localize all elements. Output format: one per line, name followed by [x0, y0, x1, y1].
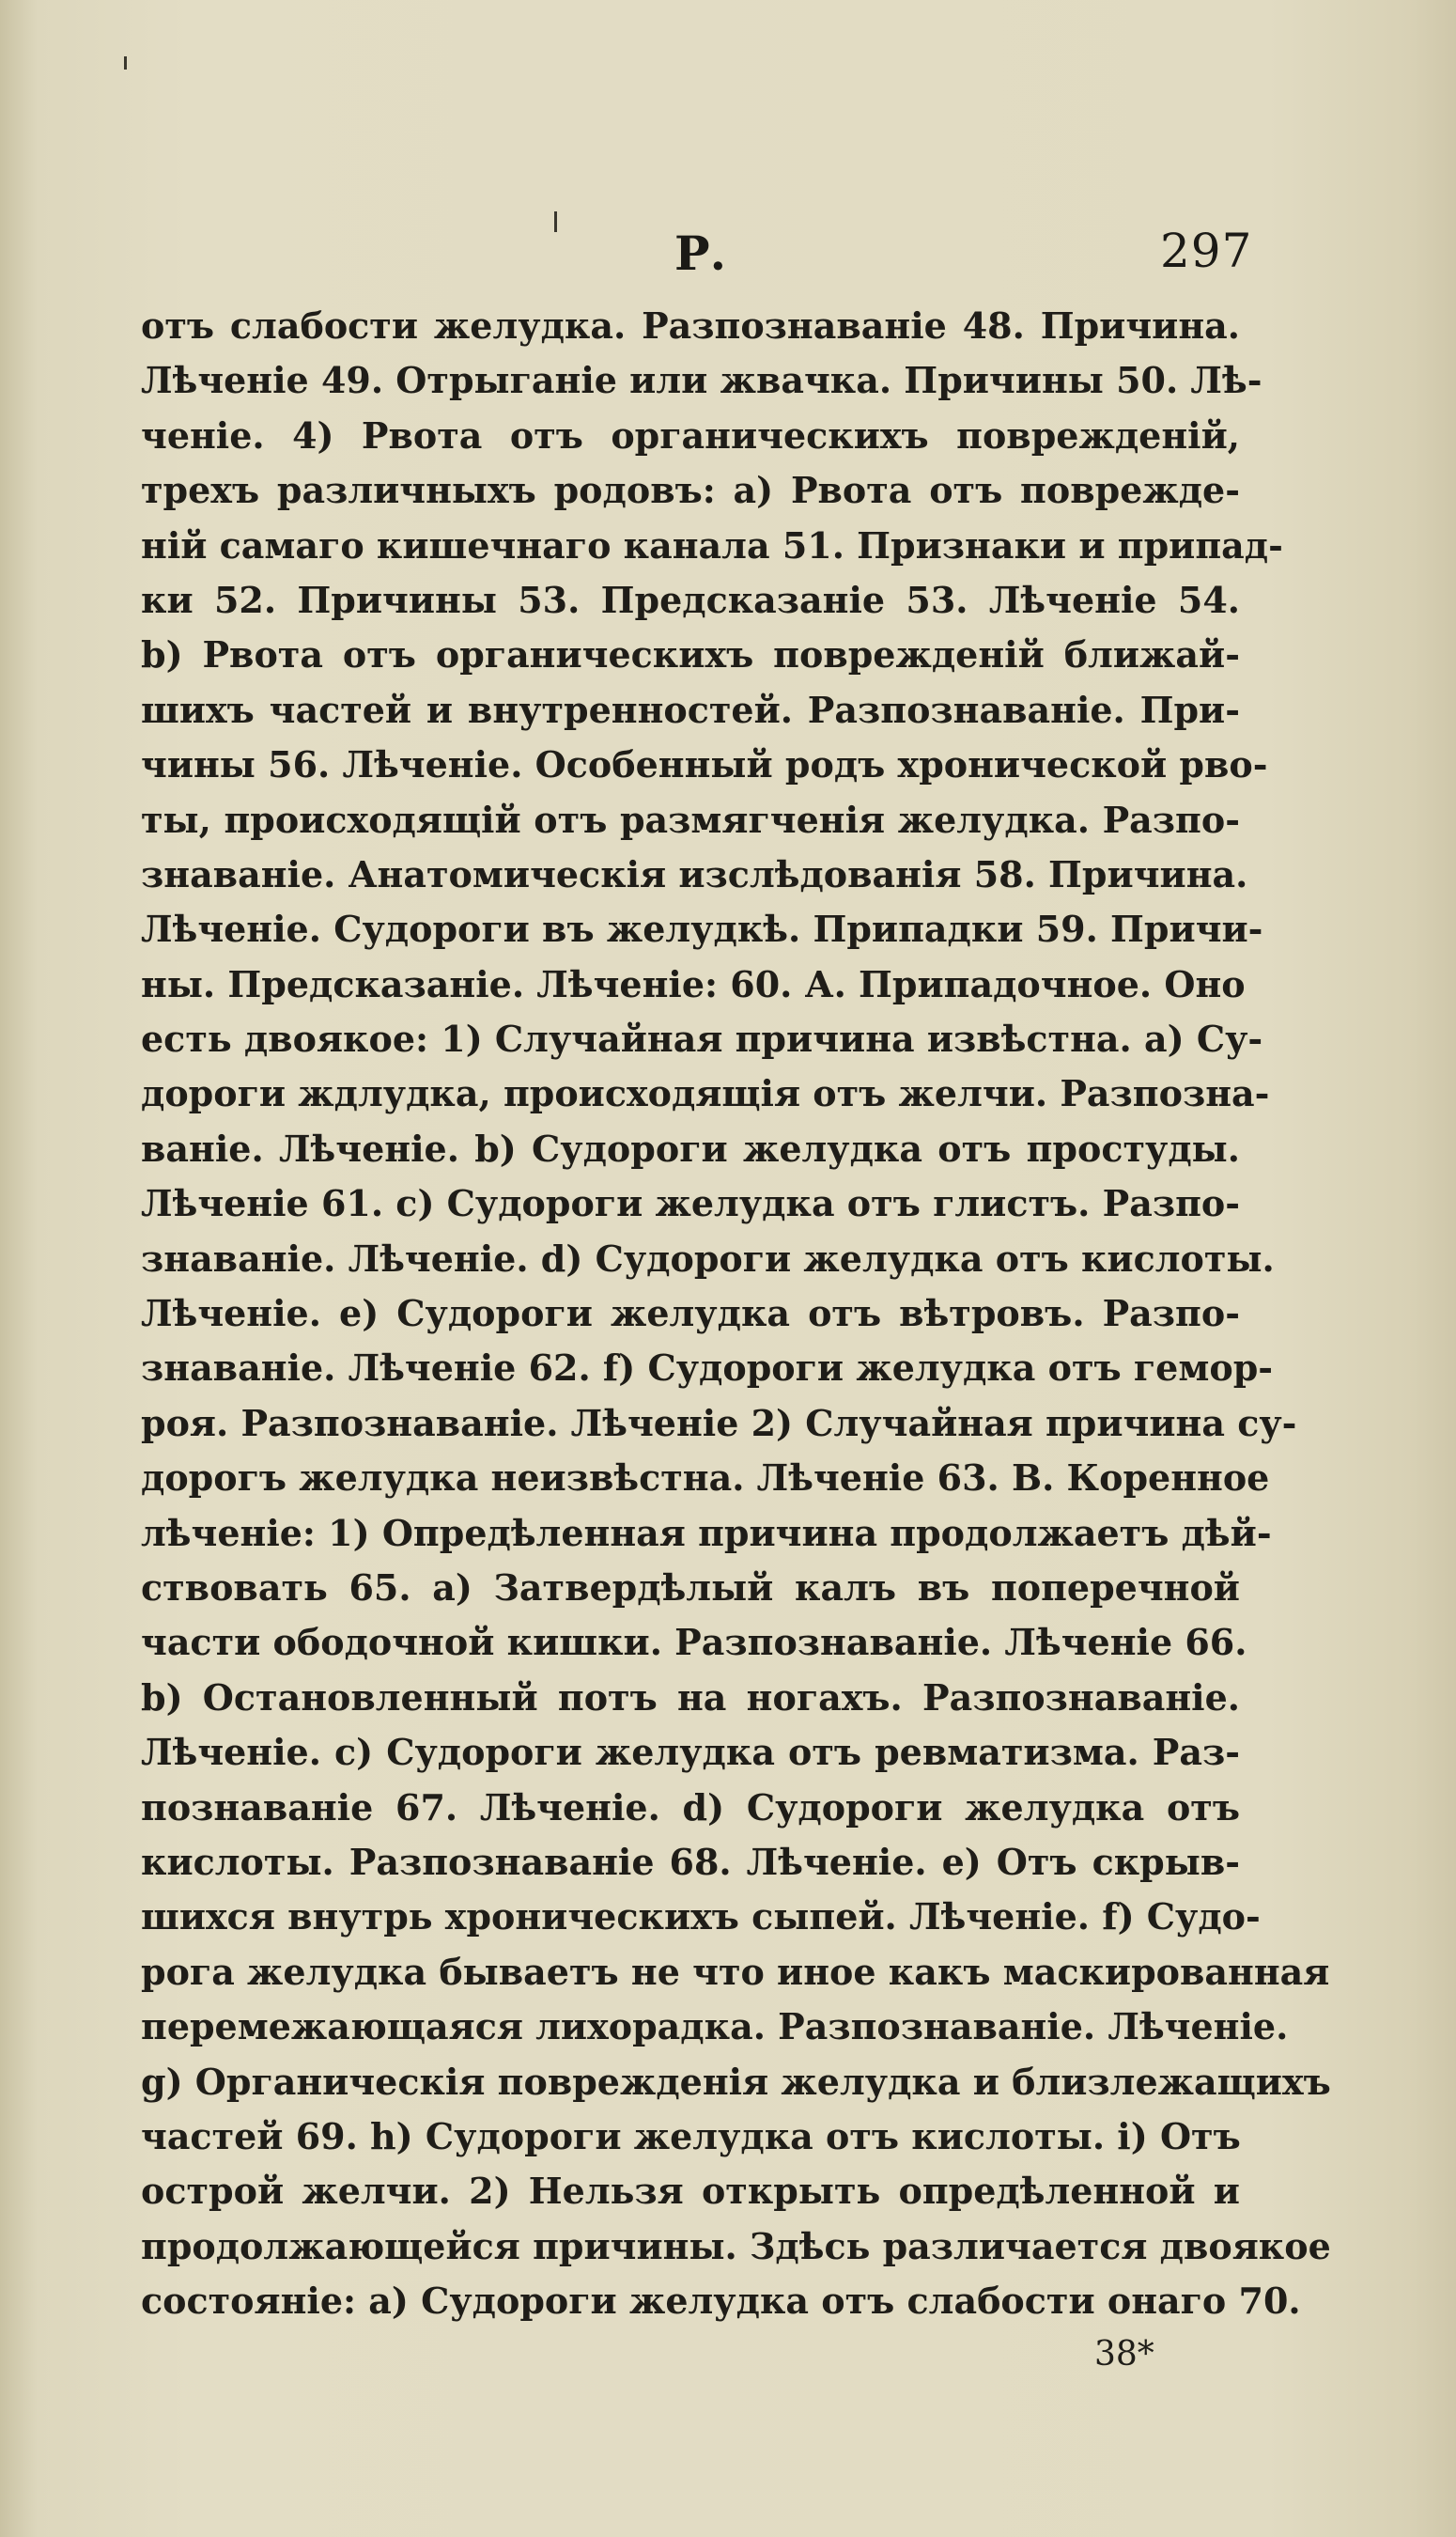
- text-line: ній самаго кишечнаго канала 51. Признаки и припад-: [141, 523, 1283, 567]
- text-line: b) Рвота отъ органическихъ поврежденій ближай-: [141, 633, 1240, 677]
- text-line: ваніе. Лѣченіе. b) Судороги желудка отъ простуды.: [141, 1127, 1240, 1170]
- text-line: ки 52. Причины 53. Предсказаніе 53. Лѣченіе 54.: [141, 578, 1240, 621]
- text-line: Лѣченіе. Судороги въ желудкѣ. Припадки 59. Причи-: [141, 908, 1263, 951]
- text-line: Лѣченіе. е) Судороги желудка отъ вѣтровъ. Разпо-: [141, 1292, 1240, 1335]
- text-line: трехъ различныхъ родовъ: а) Рвота отъ поврежде-: [141, 469, 1240, 512]
- text-line: ченіе. 4) Рвота отъ органическихъ поврежденій,: [141, 413, 1240, 457]
- text-line: кислоты. Разпознаваніе 68. Лѣченіе. е) Отъ скрыв-: [141, 1840, 1240, 1883]
- running-head-letter: Р.: [674, 226, 727, 281]
- text-line: отъ слабости желудка. Разпознаваніе 48. Причина.: [141, 304, 1240, 347]
- text-line: чины 56. Лѣченіе. Особенный родъ хронической рво-: [141, 743, 1268, 786]
- text-line: знаваніе. Лѣченіе 62. f) Судороги желудка отъ гемор-: [141, 1346, 1274, 1390]
- text-line: дорогъ желудка неизвѣстна. Лѣченіе 63. В. Коренное: [141, 1456, 1270, 1500]
- margin-mark: [124, 56, 127, 70]
- text-line: Лѣченіе 49. Отрыганіе или жвачка. Причины 50. Лѣ-: [141, 359, 1262, 402]
- text-line: познаваніе 67. Лѣченіе. d) Судороги желудка отъ: [141, 1785, 1240, 1829]
- signature-mark: 38*: [1094, 2335, 1154, 2374]
- text-line: продолжающейся причины. Здѣсь различается двоякое: [141, 2224, 1331, 2267]
- text-line: лѣченіе: 1) Опредѣленная причина продолжаетъ дѣй-: [141, 1511, 1272, 1554]
- text-line: Лѣченіе. с) Судороги желудка отъ ревматизма. Раз-: [141, 1731, 1240, 1774]
- text-line: части ободочной кишки. Разпознаваніе. Лѣченіе 66.: [141, 1621, 1247, 1664]
- text-line: ны. Предсказаніе. Лѣченіе: 60. А. Припадочное. Оно: [141, 962, 1246, 1005]
- text-line: состояніе: а) Судороги желудка отъ слабости онаго 70.: [141, 2280, 1301, 2323]
- text-line: шихъ частей и внутренностей. Разпознаваніе. При-: [141, 688, 1240, 731]
- text-line: знаваніе. Анатомическія изслѣдованія 58. Причина.: [141, 852, 1248, 895]
- text-line: b) Остановленный потъ на ногахъ. Разпознаваніе.: [141, 1675, 1240, 1719]
- index-text-block: [141, 299, 1331, 2328]
- text-line: перемежающаяся лихорадка. Разпознаваніе. Лѣченіе.: [141, 2005, 1289, 2048]
- text-line: есть двоякое: 1) Случайная причина извѣстна. а) Су-: [141, 1018, 1263, 1061]
- text-line: дороги ждлудка, происходящія отъ желчи. Разпозна-: [141, 1072, 1270, 1115]
- text-line: g) Органическія поврежденія желудка и близлежащихъ: [141, 2060, 1331, 2103]
- text-line: роя. Разпознаваніе. Лѣченіе 2) Случайная причина су-: [141, 1401, 1297, 1444]
- margin-mark: [554, 211, 557, 232]
- text-line: рога желудка бываетъ не что иное какъ маскированная: [141, 1950, 1330, 1993]
- text-line: ствовать 65. а) Затвердѣлый калъ въ поперечной: [141, 1565, 1240, 1609]
- text-line: шихся внутрь хроническихъ сыпей. Лѣченіе. f) Судо-: [141, 1895, 1261, 1938]
- text-line: Лѣченіе 61. c) Судороги желудка отъ глистъ. Разпо-: [141, 1182, 1241, 1225]
- text-line: ты, происходящій отъ размягченія желудка. Разпо-: [141, 798, 1240, 841]
- page-number: 297: [1160, 224, 1253, 278]
- text-line: острой желчи. 2) Нельзя открыть опредѣленной и: [141, 2170, 1240, 2213]
- text-line: знаваніе. Лѣченіе. d) Судороги желудка отъ кислоты.: [141, 1237, 1275, 1280]
- text-line: частей 69. h) Судороги желудка отъ кислоты. i) Отъ: [141, 2114, 1241, 2157]
